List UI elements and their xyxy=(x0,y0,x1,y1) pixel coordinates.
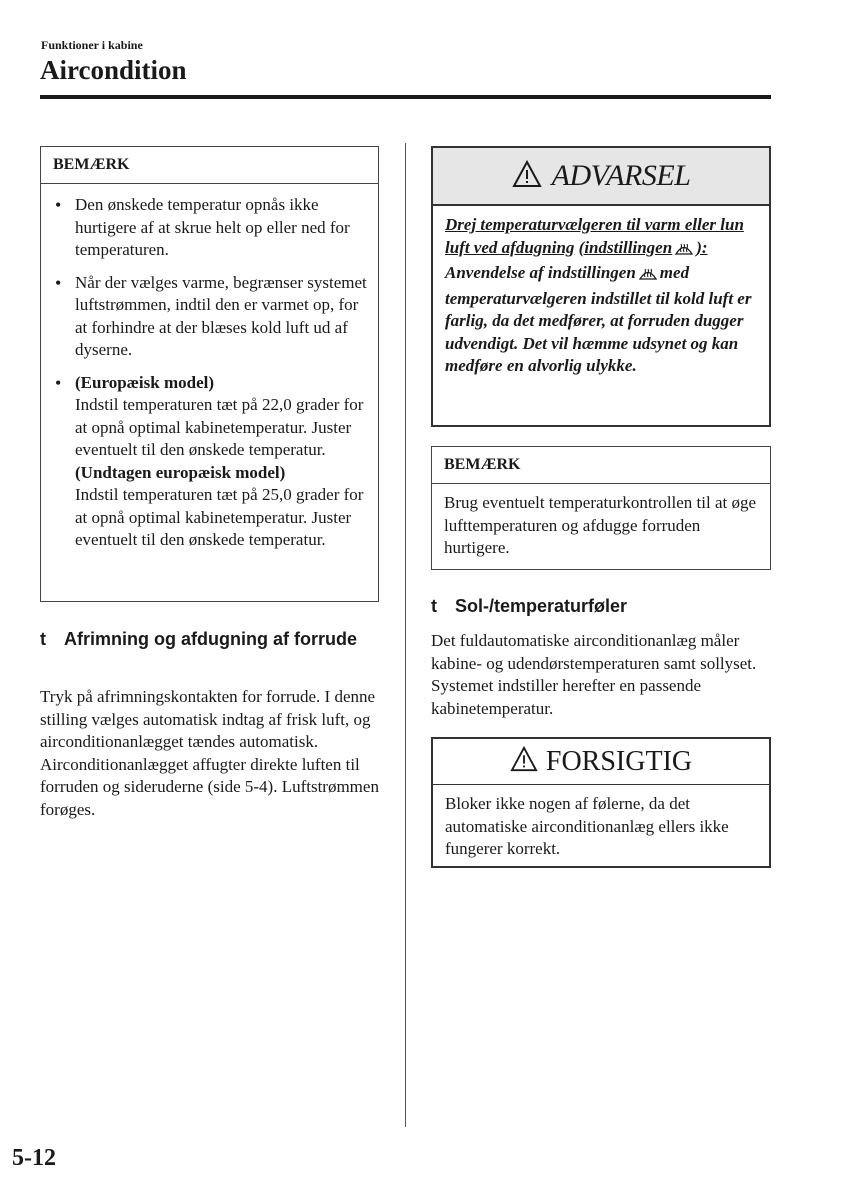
note-title: BEMÆRK xyxy=(41,147,378,184)
section-body-defrost: Tryk på afrimningskontakten for forrude. I denne stilling vælges automatisk indtag af frisk luft, og airconditionanlægget tændes automatisk. Airconditionanlægget affugter direkte luften til forruden og sideruderne (side 5-4). Luftstrømmen forøges. xyxy=(40,687,379,819)
header-rule xyxy=(40,95,771,99)
chapter-title: Aircondition xyxy=(40,55,187,85)
section-heading-text: Sol-/temperaturføler xyxy=(455,596,628,616)
note-box-left xyxy=(40,146,379,602)
warning-title: ADVARSEL xyxy=(551,159,691,192)
warning-body xyxy=(433,206,769,386)
windshield-defrost-icon xyxy=(675,240,693,263)
warning-text: med temperaturvælgeren indstillet til kold luft er farlig, da det medfører, at forruden dugger udvendigt. Det vil hæmme udsynet og kan medføre en alvorlig ulykke. xyxy=(445,263,752,375)
note-box-right xyxy=(431,446,771,570)
caution-header xyxy=(433,739,769,785)
section-body-sensor: Det fuldautomatiske airconditionanlæg måler kabine- og udendørstemperaturen samt sollyset. Systemet indstiller herefter en passende kabinetemperatur. xyxy=(431,631,757,718)
windshield-defrost-icon xyxy=(639,265,657,288)
page-number: 5-12 xyxy=(12,1145,56,1171)
section-heading-text: Afrimning og afdugning af forrude xyxy=(64,629,357,649)
caution-box xyxy=(431,737,771,868)
note-title: BEMÆRK xyxy=(432,447,770,484)
warning-box xyxy=(431,146,771,427)
warning-triangle-icon xyxy=(510,746,538,777)
note-body: Brug eventuelt temperaturkontrollen til at øge lufttemperaturen og afdugge forruden hurtigere. xyxy=(444,493,757,557)
note-item-model-label: (Undtagen europæisk model) xyxy=(75,462,286,482)
section-bullet: t xyxy=(40,629,46,649)
section-heading-sensor xyxy=(431,594,795,618)
section-heading-defrost xyxy=(40,627,394,651)
note-list xyxy=(41,184,378,560)
warning-triangle-icon xyxy=(512,160,542,193)
warning-instruction: Drej temperaturvælgeren til varm eller lun luft ved afdugning xyxy=(445,215,744,257)
section-label: Funktioner i kabine xyxy=(41,38,143,52)
column-divider xyxy=(405,143,406,1127)
note-item: • Når der vælges varme, begrænser systemet luftstrømmen, indtil den er varmet op, for at forhindre at der blæses kold luft ud af dyserne. xyxy=(75,272,368,362)
note-item-text: Indstil temperaturen tæt på 25,0 grader for at opnå optimal kabinetemperatur. Juster eventuelt til den ønskede temperatur. xyxy=(75,485,364,549)
caution-body: Bloker ikke nogen af følerne, da det automatiske airconditionanlæg ellers ikke fungerer korrekt. xyxy=(445,794,729,858)
warning-text: Anvendelse af indstillingen xyxy=(445,263,636,282)
note-item: • Den ønskede temperatur opnås ikke hurtigere af at skrue helt op eller ned for temperaturen. xyxy=(75,194,368,262)
caution-title: FORSIGTIG xyxy=(545,745,693,777)
warning-header xyxy=(433,148,769,206)
warning-instruction-setting: (indstillingen ): xyxy=(579,238,708,257)
note-item xyxy=(75,372,368,552)
note-item-model-label: (Europæisk model) xyxy=(75,372,215,392)
note-item-text: Indstil temperaturen tæt på 22,0 grader for at opnå optimal kabinetemperatur. Juster eventuelt til den ønskede temperatur. xyxy=(75,395,364,459)
section-bullet: t xyxy=(431,596,437,616)
